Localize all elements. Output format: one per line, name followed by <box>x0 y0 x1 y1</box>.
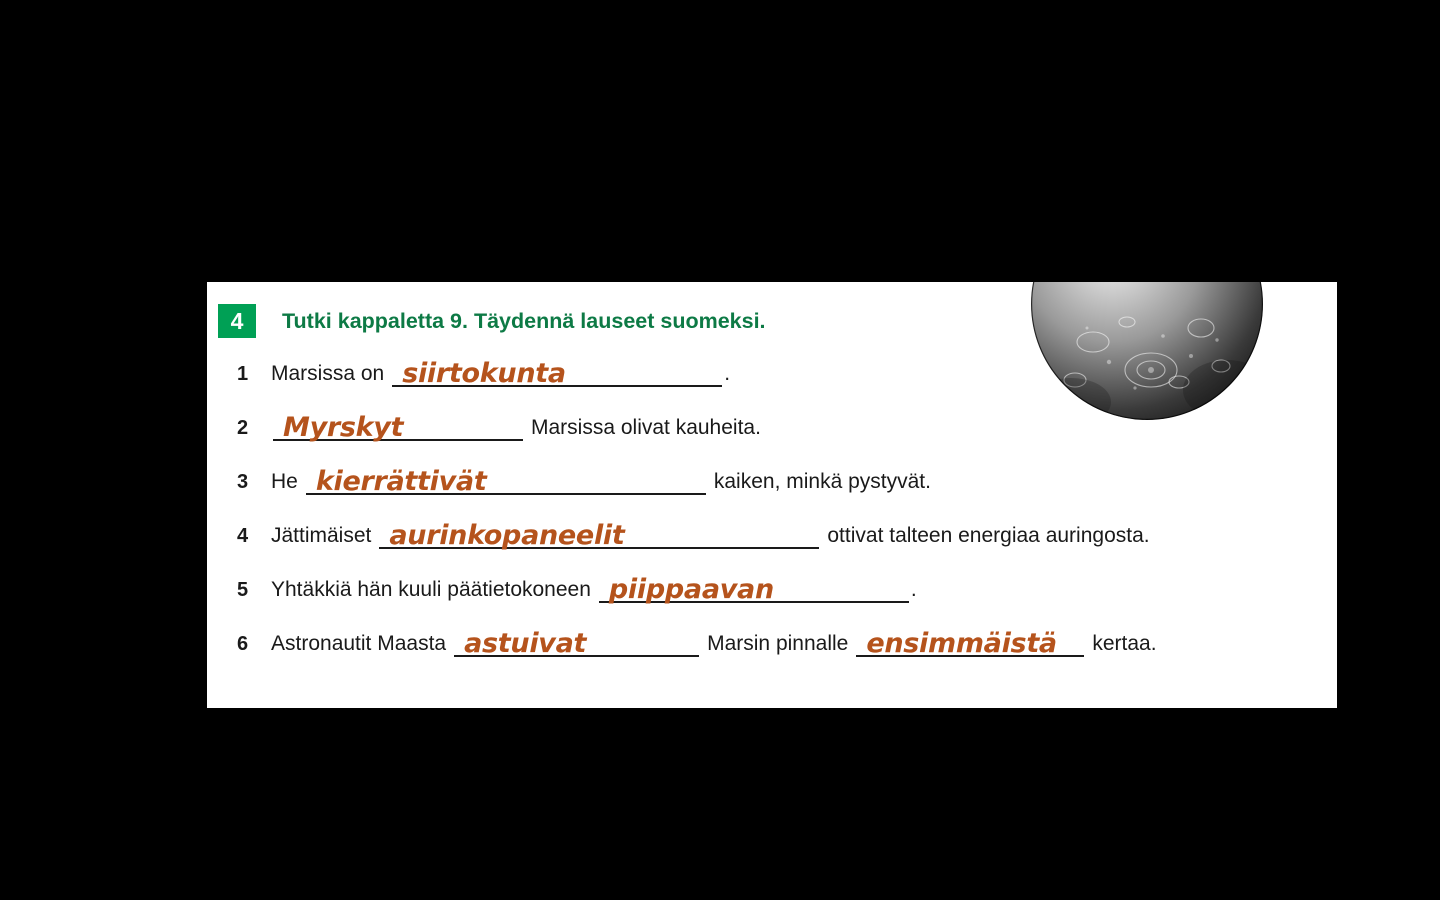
list-item <box>207 574 1337 628</box>
worksheet-card <box>207 282 1337 708</box>
sentence-prefix: Marsissa on <box>271 362 385 385</box>
item-number: 3 <box>237 471 249 493</box>
list-item <box>207 412 1337 466</box>
list-item <box>207 628 1337 682</box>
sentence-suffix: . <box>910 578 917 601</box>
sentence-text <box>271 412 761 441</box>
sentence-suffix: ottivat talteen energiaa auringosta. <box>827 524 1150 547</box>
list-item <box>207 520 1337 574</box>
sentence-prefix: Jättimäiset <box>271 524 372 547</box>
item-number: 1 <box>237 363 249 385</box>
answer-text: ensimmäistä <box>866 628 1057 659</box>
answer-blank-second[interactable] <box>856 628 1084 657</box>
answer-blank[interactable] <box>454 628 699 657</box>
list-item <box>207 358 1337 412</box>
item-number: 6 <box>237 633 249 655</box>
item-number: 4 <box>237 525 249 547</box>
sentence-text <box>271 466 931 495</box>
answer-blank[interactable] <box>392 358 722 387</box>
sentence-text <box>271 358 730 387</box>
answer-blank[interactable] <box>599 574 909 603</box>
item-number: 5 <box>237 579 249 601</box>
sentence-suffix: kaiken, minkä pystyvät. <box>713 470 931 493</box>
exercise-instruction: Tutki kappaletta 9. Täydennä lauseet suomeksi. <box>282 308 766 333</box>
sentence-text <box>271 574 917 603</box>
sentence-middle: Marsin pinnalle <box>707 632 849 655</box>
item-number: 2 <box>237 417 249 439</box>
sentence-text <box>271 628 1157 657</box>
answer-text: astuivat <box>464 628 587 659</box>
sentence-prefix: Astronautit Maasta <box>271 632 447 655</box>
sentence-text <box>271 520 1150 549</box>
answer-text: aurinkopaneelit <box>389 520 625 551</box>
sentence-list <box>207 358 1337 682</box>
answer-text: Myrskyt <box>283 412 404 443</box>
sentence-suffix: Marsissa olivat kauheita. <box>531 416 761 439</box>
answer-text: siirtokunta <box>402 358 566 389</box>
sentence-suffix: kertaa. <box>1092 632 1157 655</box>
answer-text: piippaavan <box>608 574 774 605</box>
answer-text: kierrättivät <box>315 466 487 497</box>
answer-blank[interactable] <box>273 412 523 441</box>
answer-blank[interactable] <box>306 466 706 495</box>
sentence-prefix: Yhtäkkiä hän kuuli päätietokoneen <box>271 578 591 601</box>
list-item <box>207 466 1337 520</box>
answer-blank[interactable] <box>379 520 819 549</box>
sentence-suffix: . <box>724 362 731 385</box>
exercise-header <box>218 304 766 338</box>
exercise-number-badge: 4 <box>218 304 256 338</box>
sentence-prefix: He <box>271 470 298 493</box>
